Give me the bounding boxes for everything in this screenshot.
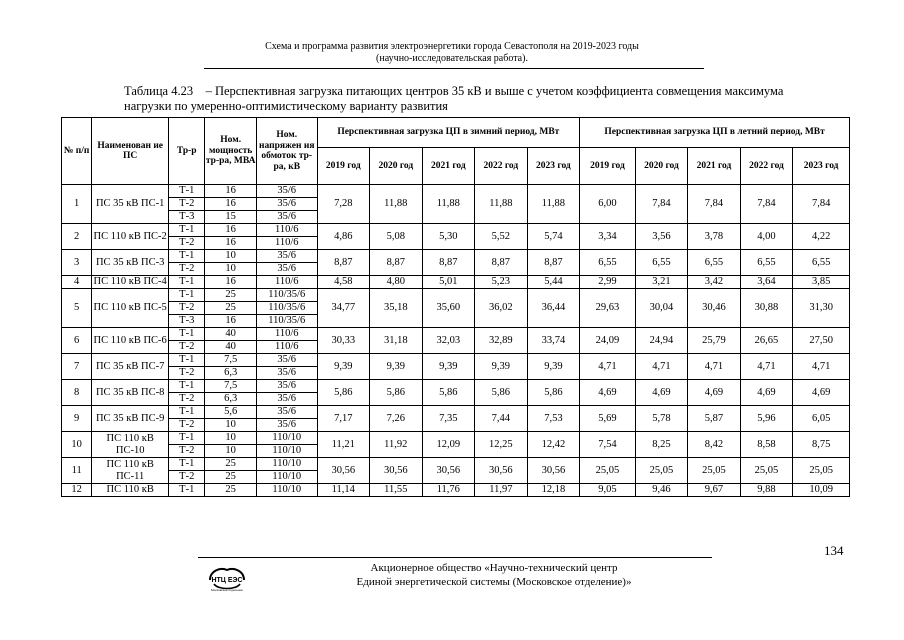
winter-load-cell: 30,56 [422, 458, 475, 484]
power-cell: 7,5 [205, 354, 257, 367]
voltage-cell: 110/10 [256, 471, 317, 484]
row-number-cell: 3 [62, 250, 92, 276]
voltage-cell: 110/35/6 [256, 302, 317, 315]
transformer-cell: Т-1 [169, 432, 205, 445]
winter-load-cell: 11,76 [422, 484, 475, 497]
row-number-cell: 2 [62, 224, 92, 250]
voltage-cell: 110/10 [256, 458, 317, 471]
winter-load-cell: 5,86 [422, 380, 475, 406]
winter-load-cell: 4,80 [370, 276, 423, 289]
transformer-cell: Т-1 [169, 185, 205, 198]
transformer-cell: Т-1 [169, 458, 205, 471]
winter-load-cell: 30,56 [317, 458, 370, 484]
winter-load-cell: 30,56 [527, 458, 580, 484]
substation-name-cell: ПС 110 кВ ПС-10 [92, 432, 169, 458]
summer-load-cell: 25,05 [793, 458, 850, 484]
winter-load-cell: 9,39 [422, 354, 475, 380]
transformer-cell: Т-2 [169, 237, 205, 250]
voltage-cell: 110/35/6 [256, 315, 317, 328]
voltage-cell: 110/10 [256, 432, 317, 445]
summer-load-cell: 4,71 [688, 354, 741, 380]
summer-load-cell: 6,55 [580, 250, 636, 276]
winter-load-cell: 11,55 [370, 484, 423, 497]
voltage-cell: 35/6 [256, 198, 317, 211]
winter-load-cell: 7,53 [527, 406, 580, 432]
substation-name-cell: ПС 35 кВ ПС-3 [92, 250, 169, 276]
power-cell: 40 [205, 341, 257, 354]
winter-load-cell: 5,44 [527, 276, 580, 289]
transformer-cell: Т-2 [169, 263, 205, 276]
summer-load-cell: 10,09 [793, 484, 850, 497]
summer-load-cell: 6,55 [688, 250, 741, 276]
winter-load-cell: 5,52 [475, 224, 528, 250]
summer-load-cell: 6,05 [793, 406, 850, 432]
table-row [62, 328, 850, 341]
winter-load-cell: 11,21 [317, 432, 370, 458]
power-cell: 6,3 [205, 393, 257, 406]
table-row [62, 458, 850, 471]
footer-line1: Акционерное общество «Научно-технический центр [370, 562, 618, 574]
transformer-cell: Т-1 [169, 224, 205, 237]
winter-load-cell: 8,87 [527, 250, 580, 276]
summer-load-cell: 6,55 [740, 250, 793, 276]
winter-load-cell: 9,39 [317, 354, 370, 380]
summer-year-header: 2020 год [635, 148, 688, 185]
summer-load-cell: 4,69 [688, 380, 741, 406]
winter-year-header: 2019 год [317, 148, 370, 185]
row-number-cell: 1 [62, 185, 92, 224]
substation-name-cell: ПС 35 кВ ПС-7 [92, 354, 169, 380]
load-table [61, 117, 850, 497]
power-cell: 6,3 [205, 367, 257, 380]
power-cell: 16 [205, 185, 257, 198]
power-cell: 16 [205, 198, 257, 211]
winter-load-cell: 4,58 [317, 276, 370, 289]
winter-load-cell: 12,09 [422, 432, 475, 458]
transformer-cell: Т-1 [169, 328, 205, 341]
summer-load-cell: 4,71 [580, 354, 636, 380]
table-row [62, 406, 850, 419]
winter-load-cell: 5,08 [370, 224, 423, 250]
transformer-cell: Т-1 [169, 276, 205, 289]
winter-load-cell: 11,14 [317, 484, 370, 497]
winter-year-header: 2022 год [475, 148, 528, 185]
document-header-line1: Схема и программа развития электроэнергетики города Севастополя на 2019-2023 годы [265, 41, 639, 52]
table-row [62, 276, 850, 289]
winter-load-cell: 7,35 [422, 406, 475, 432]
row-number-cell: 9 [62, 406, 92, 432]
summer-year-header: 2019 год [580, 148, 636, 185]
transformer-cell: Т-3 [169, 211, 205, 224]
winter-load-cell: 8,87 [475, 250, 528, 276]
col-header-name: Наименован ие ПС [92, 118, 169, 185]
footer-rule [198, 557, 712, 558]
power-cell: 40 [205, 328, 257, 341]
substation-name-cell: ПС 110 кВ ПС-6 [92, 328, 169, 354]
winter-load-cell: 5,23 [475, 276, 528, 289]
summer-load-cell: 26,65 [740, 328, 793, 354]
summer-load-cell: 25,79 [688, 328, 741, 354]
winter-load-cell: 9,39 [527, 354, 580, 380]
summer-load-cell: 30,46 [688, 289, 741, 328]
table-row [62, 250, 850, 263]
transformer-cell: Т-2 [169, 471, 205, 484]
summer-load-cell: 30,04 [635, 289, 688, 328]
voltage-cell: 35/6 [256, 211, 317, 224]
power-cell: 10 [205, 445, 257, 458]
summer-load-cell: 6,55 [793, 250, 850, 276]
power-cell: 25 [205, 484, 257, 497]
summer-year-header: 2021 год [688, 148, 741, 185]
table-head [62, 118, 850, 185]
voltage-cell: 110/6 [256, 276, 317, 289]
winter-load-cell: 7,17 [317, 406, 370, 432]
winter-load-cell: 8,87 [422, 250, 475, 276]
voltage-cell: 35/6 [256, 354, 317, 367]
winter-load-cell: 7,44 [475, 406, 528, 432]
summer-load-cell: 7,54 [580, 432, 636, 458]
winter-load-cell: 11,88 [370, 185, 423, 224]
winter-load-cell: 5,74 [527, 224, 580, 250]
winter-year-header: 2021 год [422, 148, 475, 185]
table-row [62, 354, 850, 367]
row-number-cell: 12 [62, 484, 92, 497]
winter-load-cell: 9,39 [370, 354, 423, 380]
table-body [62, 185, 850, 497]
voltage-cell: 35/6 [256, 406, 317, 419]
substation-name-cell: ПС 110 кВ ПС-2 [92, 224, 169, 250]
substation-name-cell: ПС 35 кВ ПС-1 [92, 185, 169, 224]
caption-label: Таблица 4.23 [124, 84, 194, 98]
header-rule [204, 68, 704, 69]
winter-load-cell: 11,97 [475, 484, 528, 497]
summer-load-cell: 7,84 [740, 185, 793, 224]
voltage-cell: 35/6 [256, 380, 317, 393]
transformer-cell: Т-1 [169, 354, 205, 367]
summer-load-cell: 6,55 [635, 250, 688, 276]
substation-name-cell: ПС 35 кВ ПС-8 [92, 380, 169, 406]
summer-load-cell: 25,05 [688, 458, 741, 484]
power-cell: 25 [205, 302, 257, 315]
substation-name-cell: ПС 35 кВ ПС-9 [92, 406, 169, 432]
substation-name-cell: ПС 110 кВ ПС-4 [93, 276, 167, 288]
winter-load-cell: 35,18 [370, 289, 423, 328]
page-number: 134 [824, 543, 844, 558]
winter-load-cell: 11,88 [422, 185, 475, 224]
voltage-cell: 35/6 [256, 367, 317, 380]
summer-load-cell: 3,85 [793, 276, 850, 289]
transformer-cell: Т-3 [169, 315, 205, 328]
svg-text:Московское отделение: Московское отделение [211, 588, 243, 592]
transformer-cell: Т-1 [169, 484, 205, 497]
table-row [62, 289, 850, 302]
substation-name-cell: ПС 110 кВ ПС-5 [92, 289, 169, 328]
winter-load-cell: 7,26 [370, 406, 423, 432]
caption-text: – Перспективная загрузка питающих центров 35 кВ и выше с учетом коэффициента совмещения максимума [205, 84, 784, 98]
summer-load-cell: 25,05 [580, 458, 636, 484]
summer-load-cell: 24,94 [635, 328, 688, 354]
transformer-cell: Т-2 [169, 198, 205, 211]
transformer-cell: Т-2 [169, 302, 205, 315]
voltage-cell: 110/10 [256, 484, 317, 497]
transformer-cell: Т-1 [169, 250, 205, 263]
transformer-cell: Т-2 [169, 445, 205, 458]
transformer-cell: Т-1 [169, 289, 205, 302]
table-row [62, 185, 850, 198]
voltage-cell: 35/6 [256, 419, 317, 432]
svg-text:НТЦ ЕЭС: НТЦ ЕЭС [211, 577, 243, 584]
table-row [62, 484, 850, 497]
winter-load-cell: 12,42 [527, 432, 580, 458]
summer-load-cell: 3,56 [635, 224, 688, 250]
summer-load-cell: 6,00 [580, 185, 636, 224]
power-cell: 10 [205, 250, 257, 263]
winter-load-cell: 5,86 [317, 380, 370, 406]
voltage-cell: 110/6 [256, 328, 317, 341]
table-caption [124, 84, 844, 114]
row-number-cell: 10 [62, 432, 92, 458]
winter-year-header: 2023 год [527, 148, 580, 185]
voltage-cell: 35/6 [256, 185, 317, 198]
summer-year-header: 2022 год [740, 148, 793, 185]
voltage-cell: 110/6 [256, 224, 317, 237]
summer-load-cell: 3,21 [635, 276, 688, 289]
power-cell: 15 [205, 211, 257, 224]
caption-text-continued: нагрузки по умеренно-оптимистическому варианту развития [124, 99, 448, 113]
winter-load-cell: 9,39 [475, 354, 528, 380]
summer-load-cell: 4,69 [580, 380, 636, 406]
voltage-cell: 110/6 [256, 237, 317, 250]
winter-load-cell: 30,56 [475, 458, 528, 484]
winter-load-cell: 5,86 [475, 380, 528, 406]
summer-load-cell: 4,71 [635, 354, 688, 380]
summer-load-cell: 5,96 [740, 406, 793, 432]
power-cell: 16 [205, 224, 257, 237]
winter-load-cell: 12,18 [527, 484, 580, 497]
row-number-cell: 5 [62, 289, 92, 328]
row-number-cell: 11 [62, 458, 92, 484]
table-row [62, 432, 850, 445]
summer-load-cell: 30,88 [740, 289, 793, 328]
summer-load-cell: 25,05 [740, 458, 793, 484]
summer-load-cell: 8,58 [740, 432, 793, 458]
col-header-summer: Перспективная загрузка ЦП в летний период, МВт [580, 118, 850, 148]
transformer-cell: Т-1 [169, 406, 205, 419]
transformer-cell: Т-2 [169, 341, 205, 354]
winter-load-cell: 30,33 [317, 328, 370, 354]
power-cell: 10 [205, 432, 257, 445]
transformer-cell: Т-2 [169, 393, 205, 406]
footer-line2: Единой энергетической системы (Московское отделение)» [356, 576, 632, 588]
winter-year-header: 2020 год [370, 148, 423, 185]
summer-load-cell: 4,00 [740, 224, 793, 250]
summer-load-cell: 2,99 [580, 276, 636, 289]
summer-load-cell: 8,25 [635, 432, 688, 458]
power-cell: 16 [205, 276, 257, 289]
col-header-voltage: Ном. напряжен ия обмоток тр-ра, кВ [256, 118, 317, 185]
summer-load-cell: 3,42 [688, 276, 741, 289]
summer-load-cell: 9,46 [635, 484, 688, 497]
summer-load-cell: 9,05 [580, 484, 636, 497]
winter-load-cell: 5,86 [370, 380, 423, 406]
winter-load-cell: 36,02 [475, 289, 528, 328]
col-header-tr: Тр-р [169, 118, 205, 185]
summer-load-cell: 9,67 [688, 484, 741, 497]
summer-load-cell: 5,69 [580, 406, 636, 432]
winter-load-cell: 32,89 [475, 328, 528, 354]
voltage-cell: 110/10 [256, 445, 317, 458]
voltage-cell: 110/6 [256, 341, 317, 354]
transformer-cell: Т-1 [169, 380, 205, 393]
summer-load-cell: 8,42 [688, 432, 741, 458]
document-header-line2: (научно-исследовательская работа). [376, 53, 528, 64]
power-cell: 10 [205, 263, 257, 276]
summer-load-cell: 24,09 [580, 328, 636, 354]
summer-load-cell: 3,78 [688, 224, 741, 250]
substation-name-cell: ПС 110 кВ [92, 484, 169, 497]
power-cell: 16 [205, 315, 257, 328]
winter-load-cell: 11,88 [527, 185, 580, 224]
winter-load-cell: 5,30 [422, 224, 475, 250]
voltage-cell: 35/6 [256, 263, 317, 276]
voltage-cell: 35/6 [256, 250, 317, 263]
winter-load-cell: 35,60 [422, 289, 475, 328]
summer-load-cell: 4,69 [793, 380, 850, 406]
summer-load-cell: 3,34 [580, 224, 636, 250]
power-cell: 5,6 [205, 406, 257, 419]
power-cell: 7,5 [205, 380, 257, 393]
summer-load-cell: 4,71 [793, 354, 850, 380]
winter-load-cell: 7,28 [317, 185, 370, 224]
summer-load-cell: 7,84 [688, 185, 741, 224]
winter-load-cell: 33,74 [527, 328, 580, 354]
col-header-power: Ном. мощность тр-ра, МВА [205, 118, 257, 185]
power-cell: 25 [205, 289, 257, 302]
col-header-winter: Перспективная загрузка ЦП в зимний период, МВт [317, 118, 580, 148]
row-number-cell: 6 [62, 328, 92, 354]
winter-load-cell: 30,56 [370, 458, 423, 484]
power-cell: 25 [205, 458, 257, 471]
summer-year-header: 2023 год [793, 148, 850, 185]
winter-load-cell: 31,18 [370, 328, 423, 354]
winter-load-cell: 34,77 [317, 289, 370, 328]
winter-load-cell: 36,44 [527, 289, 580, 328]
summer-load-cell: 7,84 [635, 185, 688, 224]
power-cell: 10 [205, 419, 257, 432]
voltage-cell: 110/35/6 [256, 289, 317, 302]
col-header-num: № п/п [62, 118, 92, 185]
summer-load-cell: 4,69 [635, 380, 688, 406]
winter-load-cell: 5,86 [527, 380, 580, 406]
summer-load-cell: 7,84 [793, 185, 850, 224]
power-cell: 25 [205, 471, 257, 484]
row-number-cell: 4 [62, 276, 92, 289]
table-row [62, 380, 850, 393]
summer-load-cell: 3,64 [740, 276, 793, 289]
summer-load-cell: 4,71 [740, 354, 793, 380]
winter-load-cell: 11,88 [475, 185, 528, 224]
summer-load-cell: 4,22 [793, 224, 850, 250]
winter-load-cell: 11,92 [370, 432, 423, 458]
summer-load-cell: 5,78 [635, 406, 688, 432]
winter-load-cell: 5,01 [422, 276, 475, 289]
power-cell: 16 [205, 237, 257, 250]
summer-load-cell: 27,50 [793, 328, 850, 354]
winter-load-cell: 4,86 [317, 224, 370, 250]
summer-load-cell: 9,88 [740, 484, 793, 497]
summer-load-cell: 8,75 [793, 432, 850, 458]
winter-load-cell: 12,25 [475, 432, 528, 458]
transformer-cell: Т-2 [169, 367, 205, 380]
summer-load-cell: 4,69 [740, 380, 793, 406]
winter-load-cell: 8,87 [370, 250, 423, 276]
row-number-cell: 8 [62, 380, 92, 406]
row-number-cell: 7 [62, 354, 92, 380]
ntc-ees-logo-icon [206, 566, 248, 592]
summer-load-cell: 31,30 [793, 289, 850, 328]
summer-load-cell: 25,05 [635, 458, 688, 484]
winter-load-cell: 8,87 [317, 250, 370, 276]
transformer-cell: Т-2 [169, 419, 205, 432]
table-row [62, 224, 850, 237]
summer-load-cell: 29,63 [580, 289, 636, 328]
summer-load-cell: 5,87 [688, 406, 741, 432]
substation-name-cell: ПС 110 кВ ПС-11 [92, 458, 169, 484]
voltage-cell: 35/6 [256, 393, 317, 406]
winter-load-cell: 32,03 [422, 328, 475, 354]
